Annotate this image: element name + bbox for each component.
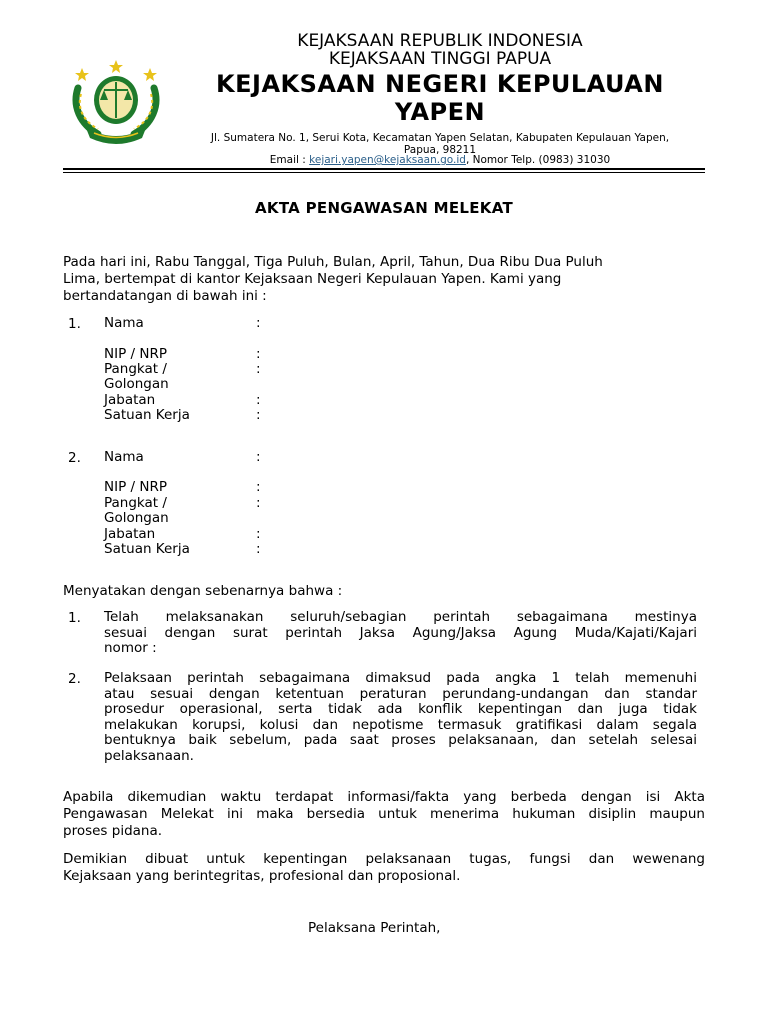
closing-line: Kejaksaan yang berintegritas, profesional dan proposional.	[63, 868, 461, 884]
closing-line: Apabila dikemudian waktu terdapat informasi/fakta yang berbeda dengan isi Akta	[63, 789, 705, 805]
phone-text: , Nomor Telp. (0983) 31030	[465, 154, 611, 166]
statement-line: pelaksanaan.	[104, 747, 194, 764]
header-rule-thin	[63, 172, 705, 173]
statement-line: melakukan korupsi, kolusi dan nepotisme termasuk gratifikasi dalam segala	[104, 716, 697, 733]
intro-paragraph	[63, 254, 705, 305]
closing-line: proses pidana.	[63, 823, 163, 839]
field-colon: :	[256, 361, 261, 377]
statement-number: 2.	[68, 671, 81, 687]
field-label-satuan-kerja: Satuan Kerja	[104, 541, 190, 557]
statement-line: sesuai dengan surat perintah Jaksa Agung/Jaksa Agung Muda/Kajati/Kajari	[104, 624, 697, 641]
statement-text	[104, 671, 697, 764]
email-link[interactable]: kejari.yapen@kejaksaan.go.id	[309, 154, 466, 166]
field-label-pangkat: Pangkat /	[104, 361, 167, 377]
kejaksaan-emblem-icon	[68, 58, 164, 144]
closing-paragraph	[63, 789, 705, 840]
address	[180, 132, 700, 156]
field-colon: :	[256, 541, 261, 557]
email-label: Email :	[269, 154, 310, 166]
office-name-line2: YAPEN	[394, 98, 486, 126]
field-colon: :	[256, 526, 261, 542]
field-label-satuan-kerja: Satuan Kerja	[104, 407, 190, 423]
field-label-nip: NIP / NRP	[104, 479, 167, 495]
person-number: 1.	[68, 316, 81, 332]
statement-line: nomor :	[104, 640, 157, 656]
field-label-nama: Nama	[104, 449, 144, 465]
office-name	[170, 70, 710, 126]
statement-line: Pelaksaan perintah sebagaimana dimaksud pada angka 1 telah memenuhi	[104, 670, 697, 686]
closing-line: Pengawasan Melekat ini maka bersedia untuk menerima hukuman disiplin maupun	[63, 806, 705, 822]
field-label-golongan: Golongan	[104, 376, 169, 392]
header-rule-thick	[63, 168, 705, 170]
address-line2: Papua, 98211	[403, 144, 477, 156]
closing-paragraph	[63, 851, 705, 885]
statement-line: bentuknya baik sebelum, pada saat proses pelaksanaan, dan setelah selesai	[104, 732, 697, 748]
statement-text	[104, 610, 697, 657]
field-colon: :	[256, 392, 261, 408]
intro-line: bertandatangan di bawah ini :	[63, 288, 267, 304]
document-title: AKTA PENGAWASAN MELEKAT	[254, 199, 514, 217]
field-label-nama: Nama	[104, 315, 144, 331]
field-label-pangkat: Pangkat /	[104, 495, 167, 511]
office-name-line1: KEJAKSAAN NEGERI KEPULAUAN	[216, 70, 664, 98]
statement-number: 1.	[68, 610, 81, 626]
field-label-jabatan: Jabatan	[104, 526, 156, 542]
statement-intro: Menyatakan dengan sebenarnya bahwa :	[63, 583, 343, 599]
person-number: 2.	[68, 450, 81, 466]
signature-label: Pelaksana Perintah,	[308, 920, 441, 936]
closing-line: Demikian dibuat untuk kepentingan pelaksanaan tugas, fungsi dan wewenang	[63, 851, 705, 867]
statement-line: atau sesuai dengan ketentuan peraturan perundang-undangan dan standar	[104, 685, 697, 702]
intro-line: Lima, bertempat di kantor Kejaksaan Negeri Kepulauan Yapen. Kami yang	[63, 271, 562, 287]
field-colon: :	[256, 449, 261, 465]
field-colon: :	[256, 315, 261, 331]
field-colon: :	[256, 346, 261, 362]
statement-line: prosedur operasional, serta tidak ada konflik kepentingan dan juga tidak	[104, 701, 697, 717]
address-line1: Jl. Sumatera No. 1, Serui Kota, Kecamatan Yapen Selatan, Kabupaten Kepulauan Yapen,	[210, 132, 670, 144]
field-colon: :	[256, 407, 261, 423]
field-label-golongan: Golongan	[104, 510, 169, 526]
field-colon: :	[256, 495, 261, 511]
contact-line	[180, 154, 700, 166]
agency-name: KEJAKSAAN REPUBLIK INDONESIA	[297, 31, 583, 51]
regional-office-name: KEJAKSAAN TINGGI PAPUA	[328, 49, 552, 69]
statement-line: Telah melaksanakan seluruh/sebagian perintah sebagaimana mestinya	[104, 609, 697, 625]
field-label-nip: NIP / NRP	[104, 346, 167, 362]
field-colon: :	[256, 479, 261, 495]
intro-line: Pada hari ini, Rabu Tanggal, Tiga Puluh, Bulan, April, Tahun, Dua Ribu Dua Puluh	[63, 254, 603, 270]
field-label-jabatan: Jabatan	[104, 392, 156, 408]
